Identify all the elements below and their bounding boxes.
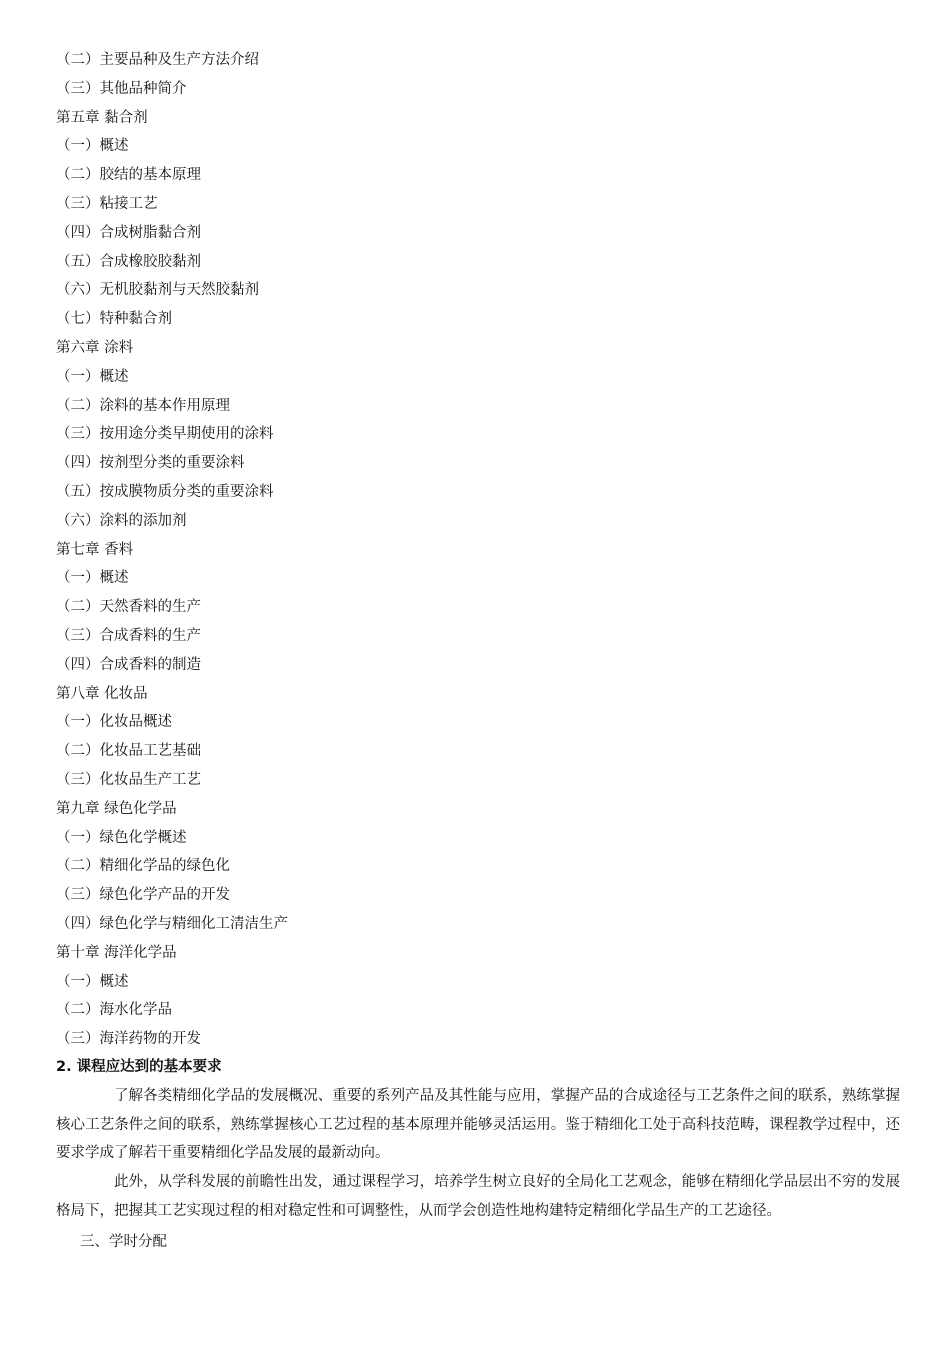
section-item: （三）海洋药物的开发 [56, 1031, 201, 1048]
chapter-title: 第五章 黏合剂 [56, 109, 148, 126]
chapter-title: 第十章 海洋化学品 [56, 944, 177, 961]
section-item: （三）绿色化学产品的开发 [56, 887, 230, 904]
chapter-title: 第八章 化妆品 [56, 685, 148, 702]
section-item: （三）化妆品生产工艺 [56, 772, 201, 788]
section-item: （一）概述 [56, 973, 129, 990]
section-item: （二）化妆品工艺基础 [56, 743, 201, 760]
section-item: （一）概述 [56, 138, 129, 155]
section-item: （二）海水化学品 [56, 1002, 172, 1019]
section-item: （二）天然香料的生产 [56, 599, 201, 616]
requirements-paragraph-2: 此外，从学科发展的前瞻性出发，通过课程学习，培养学生树立良好的全局化工艺观念，能够在精细化学品层出不穷的发展格局下，把握其工艺实现过程的相对稳定性和可调整性，从而学会创造性地构建特定精细化学品生产的工艺途径。 [56, 1174, 900, 1219]
section-item: （一）绿色化学概述 [56, 829, 187, 846]
chapter-title: 第六章 涂料 [56, 340, 134, 356]
section-item: （六）涂料的添加剂 [56, 512, 187, 529]
section-item: （一）概述 [56, 368, 129, 385]
section-item: （五）合成橡胶胶黏剂 [56, 253, 201, 270]
chapter-title: 第七章 香料 [56, 541, 134, 558]
section-item: （三）粘接工艺 [56, 196, 158, 212]
section-item: （三）其他品种简介 [56, 80, 187, 97]
section-item: （六）无机胶黏剂与天然胶黏剂 [56, 282, 259, 299]
chapter-title: 第九章 绿色化学品 [56, 800, 177, 817]
section-item: （二）精细化学品的绿色化 [56, 858, 230, 875]
section-item: （七）特种黏合剂 [56, 311, 172, 328]
section-heading-hours: 三、学时分配 [80, 1234, 167, 1250]
section-item: （二）胶结的基本原理 [56, 167, 201, 184]
section-item: （二）主要品种及生产方法介绍 [56, 52, 259, 68]
section-item: （四）合成香料的制造 [56, 656, 201, 673]
section-item: （三）按用途分类早期使用的涂料 [56, 426, 274, 443]
section-item: （四）绿色化学与精细化工清洁生产 [56, 916, 288, 932]
section-item: （一）化妆品概述 [56, 714, 172, 731]
requirements-heading: 2. 课程应达到的基本要求 [56, 1059, 222, 1075]
section-item: （一）概述 [56, 570, 129, 587]
section-item: （三）合成香料的生产 [56, 628, 201, 644]
section-item: （二）涂料的基本作用原理 [56, 397, 230, 414]
section-item: （四）按剂型分类的重要涂料 [56, 455, 245, 472]
section-item: （五）按成膜物质分类的重要涂料 [56, 484, 274, 500]
section-item: （四）合成树脂黏合剂 [56, 224, 201, 241]
requirements-paragraph-1: 了解各类精细化学品的发展概况、重要的系列产品及其性能与应用，掌握产品的合成途径与工艺条件之间的联系，熟练掌握核心工艺条件之间的联系，熟练掌握核心工艺过程的基本原理并能够灵活运用。鉴于精细化工处于高科技范畴，课程教学过程中，还要求学成了解若干重要精细化学品发展的最新动向。 [56, 1088, 900, 1161]
